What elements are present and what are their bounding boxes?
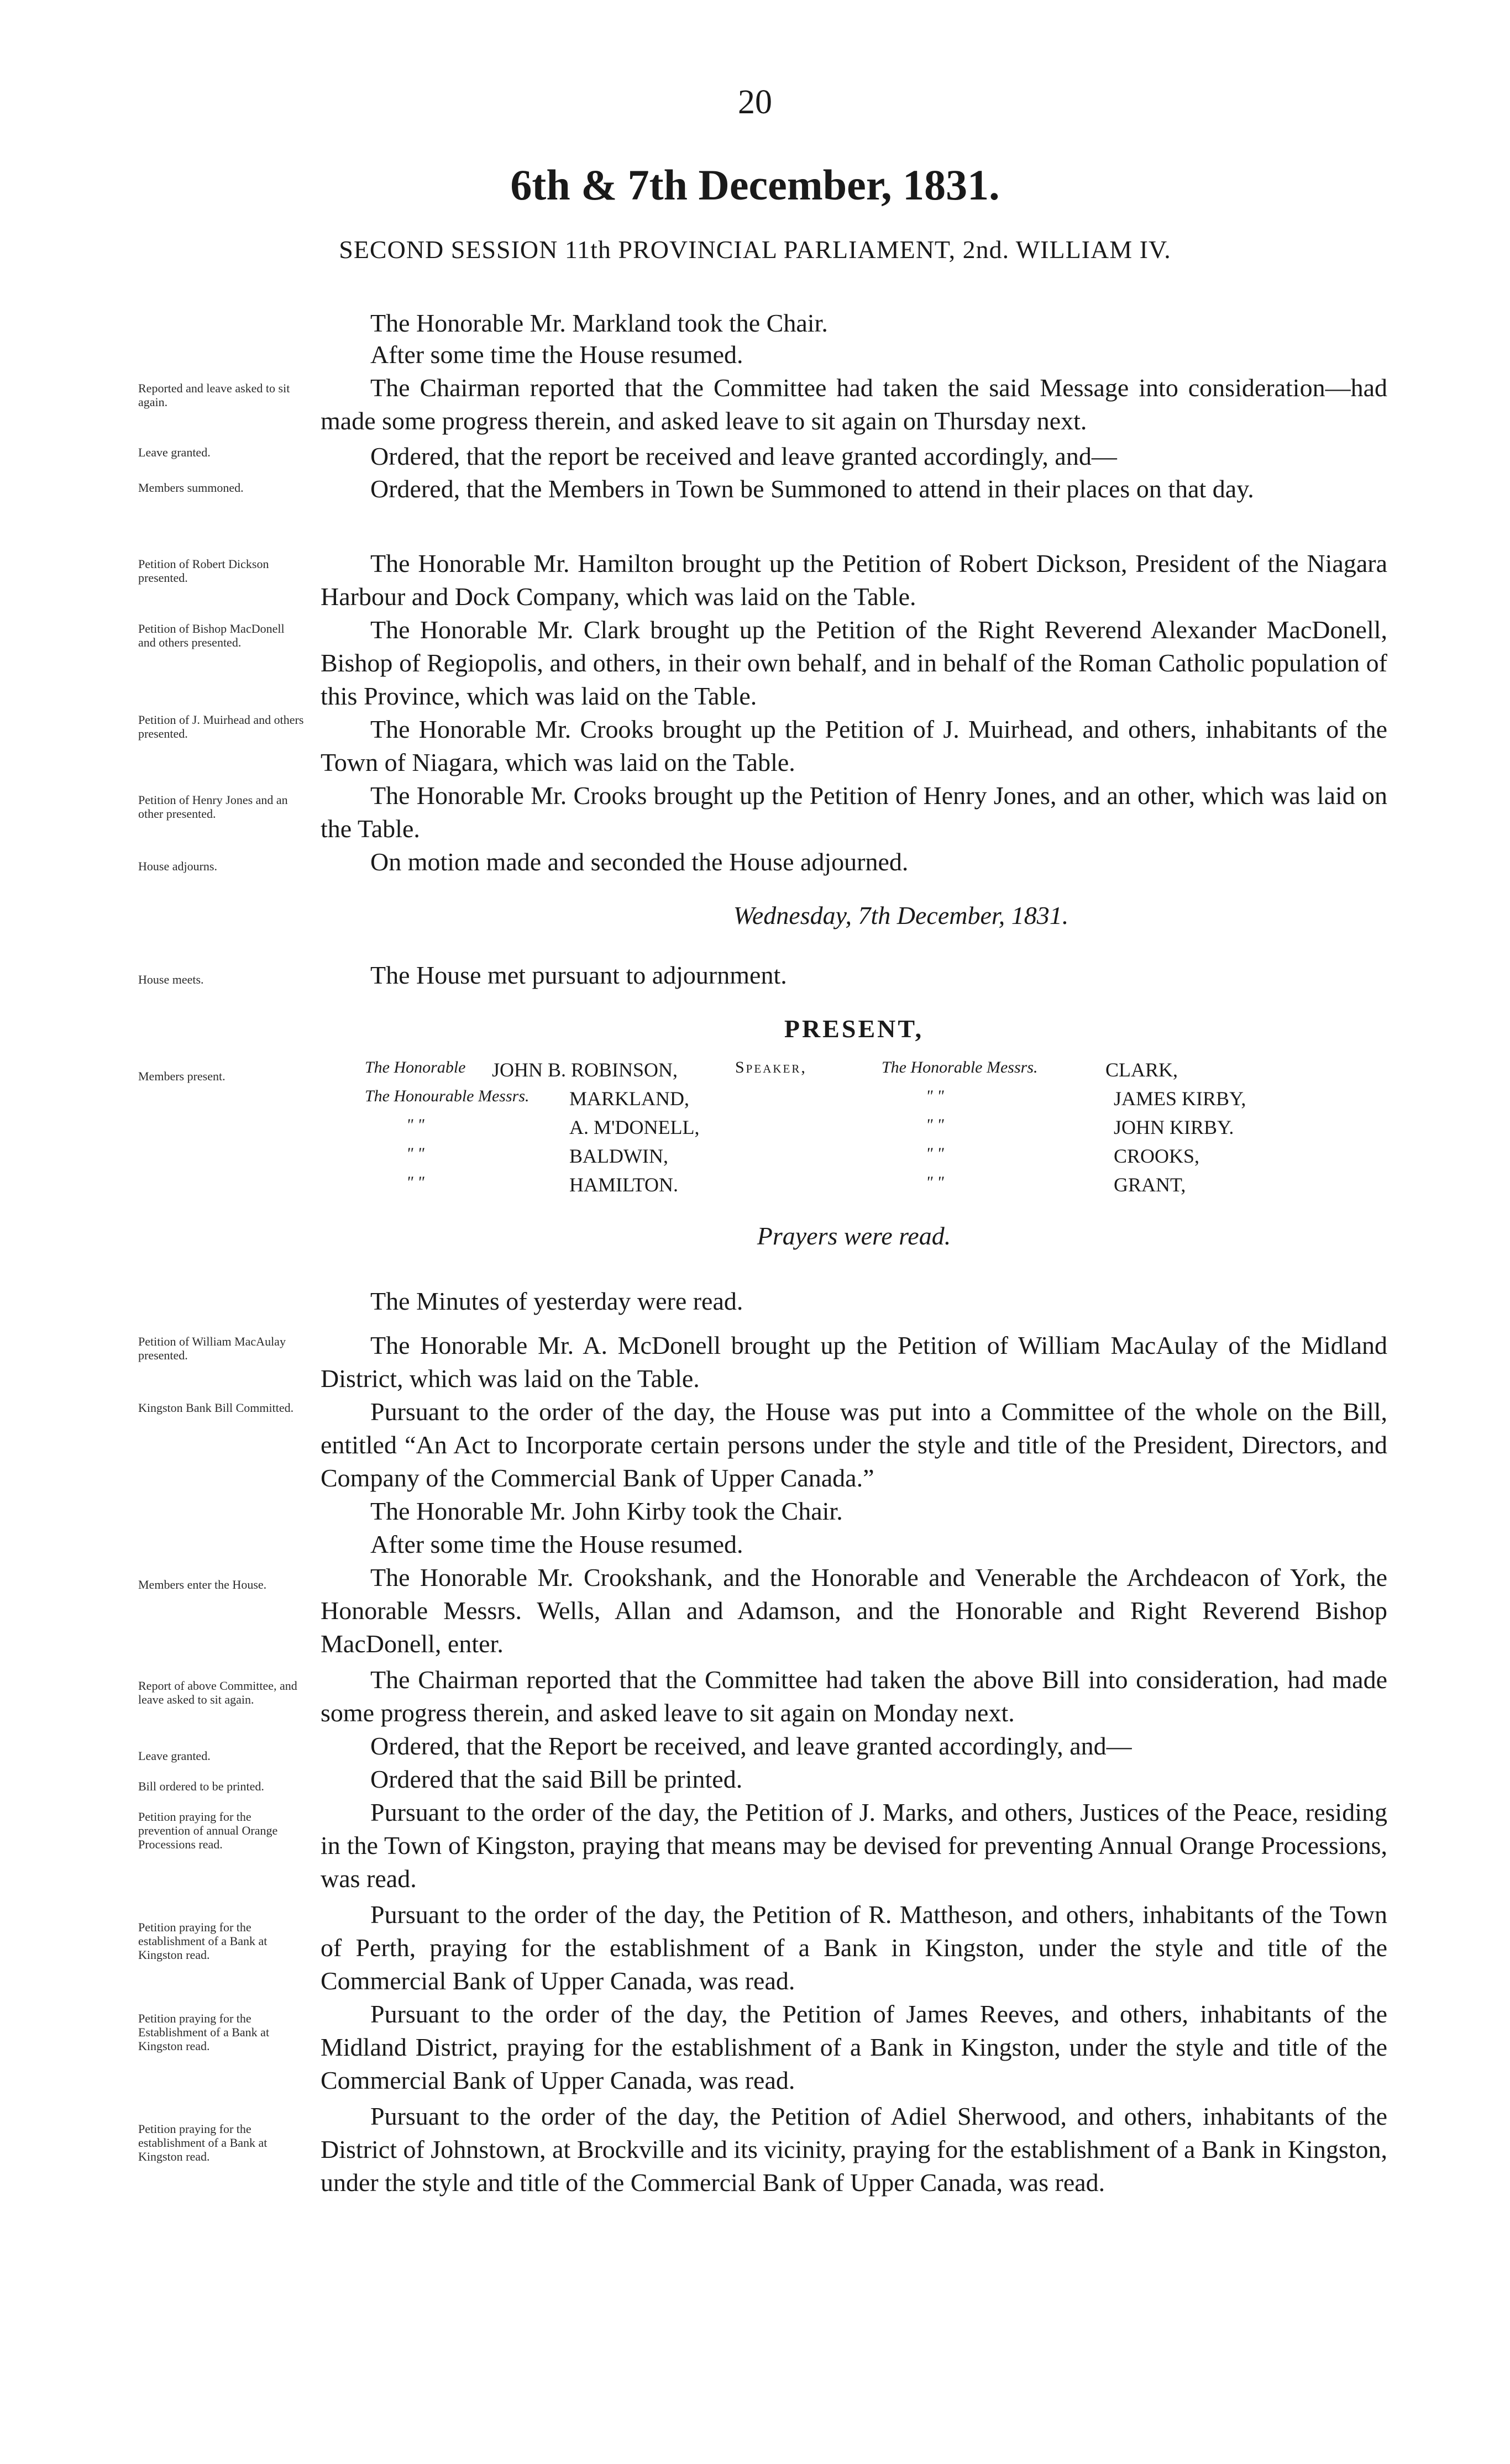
date-heading: 6th & 7th December, 1831. [510,161,1000,209]
paragraph: The Chairman reported that the Committee had taken the said Message into consideration—had made some progress therein, and asked leave to sit again on Thursday next. [321,374,1387,435]
right-prefix: " " [926,1087,944,1105]
paragraph: Pursuant to the order of the day, the House was put into a Committee of the whole on the Bill, entitled “An Act to Incorporate certain persons under the style and title of the President, Directors, and Company of the Commercial Bank of Upper Canada.” [321,1398,1387,1492]
left-member: MARKLAND, [569,1087,690,1110]
margin-note: Petition praying for the Establishment of a Bank at Kingston read. [138,2011,270,2053]
day-heading: Wednesday, 7th December, 1831. [733,901,1069,929]
paragraph: After some time the House resumed. [370,1530,743,1558]
present-row [365,1173,1404,1202]
paragraph: The Chairman reported that the Committee had taken the above Bill into consideration, had made some progress therein, and asked leave to sit again on Monday next. [321,1666,1387,1727]
margin-note: Petition of J. Muirhead and others presented. [138,713,304,740]
paragraph: Pursuant to the order of the day, the Petition of James Reeves, and others, inhabitants of the Midland District, praying for the establishment of a Bank in Kingston, under the style and title of the Commercial Bank of Upper Canada, was read. [321,2000,1387,2094]
margin-note: Members summoned. [138,481,244,495]
paragraph: The House met pursuant to adjournment. [370,961,787,989]
present-row [365,1116,1404,1144]
paragraph: The Minutes of yesterday were read. [370,1287,743,1315]
right-member: CROOKS, [1114,1145,1200,1167]
margin-note: Leave granted. [138,1749,211,1763]
right-member: CLARK, [1105,1059,1178,1081]
paragraph: Ordered, that the Report be received, and leave granted accordingly, and— [370,1732,1132,1760]
margin-note: Petition of William MacAulay presented. [138,1335,286,1362]
margin-note: House meets. [138,973,204,986]
left-member: HAMILTON. [569,1174,679,1196]
right-prefix: " " [926,1116,944,1134]
paragraph: Pursuant to the order of the day, the Petition of R. Mattheson, and others, inhabitants of the Town of Perth, praying for the establishment of a Bank in Kingston, under the style and title of the Commercial Bank of Upper Canada, was read. [321,1900,1387,1995]
right-prefix: The Honorable Messrs. [882,1058,1038,1076]
paragraph: Ordered, that the report be received and leave granted accordingly, and— [370,442,1117,470]
left-prefix: " " [406,1144,424,1163]
left-member: JOHN B. ROBINSON, [492,1059,678,1081]
paragraph: The Honorable Mr. Crooks brought up the Petition of Henry Jones, and an other, which was laid on the Table. [321,781,1387,843]
present-members-list [365,1058,1404,1202]
paragraph: The Honorable Mr. Crookshank, and the Honorable and Venerable the Archdeacon of York, the Honorable Messrs. Wells, Allan and Adamson, and the Honorable and Right Reverend Bishop MacDonell, enter. [321,1563,1387,1658]
session-heading: SECOND SESSION 11th PROVINCIAL PARLIAMENT, 2nd. WILLIAM IV. [339,235,1171,264]
paragraph: Ordered that the said Bill be printed. [370,1765,743,1793]
margin-note: House adjourns. [138,859,217,873]
paragraph: The Honorable Mr. A. McDonell brought up the Petition of William MacAulay of the Midland District, which was laid on the Table. [321,1331,1387,1393]
paragraph: The Honorable Mr. John Kirby took the Chair. [370,1497,843,1525]
right-member: GRANT, [1114,1174,1186,1196]
left-prefix: " " [406,1116,424,1134]
margin-note: Members present. [138,1069,226,1083]
right-prefix: " " [926,1173,944,1191]
page-number: 20 [738,83,772,121]
margin-note: Petition of Henry Jones and an other presented. [138,793,288,821]
paragraph: The Honorable Mr. Crooks brought up the Petition of J. Muirhead, and others, inhabitants of the Town of Niagara, which was laid on the Table. [321,715,1387,776]
present-row [365,1144,1404,1173]
left-member: A. M'DONELL, [569,1116,700,1138]
margin-note: Petition praying for the establishment of a Bank at Kingston read. [138,1920,268,1962]
margin-note: Kingston Bank Bill Committed. [138,1401,294,1415]
left-prefix: " " [406,1173,424,1191]
margin-note: Leave granted. [138,445,211,459]
left-title: Speaker, [735,1058,807,1076]
paragraph: On motion made and seconded the House adjourned. [370,848,909,876]
margin-note: Report of above Committee, and leave asked to sit again. [138,1679,297,1706]
left-prefix: The Honorable [365,1058,466,1076]
paragraph: The Honorable Mr. Hamilton brought up the Petition of Robert Dickson, President of the Niagara Harbour and Dock Company, which was laid on the Table. [321,549,1387,611]
present-heading: PRESENT, [784,1015,924,1043]
margin-note: Petition praying for the establishment of a Bank at Kingston read. [138,2122,268,2163]
prayers-line: Prayers were read. [757,1222,951,1250]
margin-note: Petition of Robert Dickson presented. [138,557,269,585]
margin-note: Reported and leave asked to sit again. [138,381,290,409]
paragraph: Pursuant to the order of the day, the Petition of J. Marks, and others, Justices of the Peace, residing in the Town of Kingston, praying that means may be devised for preventing Annual Orange Processions, was read. [321,1798,1387,1893]
present-row [365,1058,1404,1087]
right-prefix: " " [926,1144,944,1163]
right-member: JOHN KIRBY. [1114,1116,1234,1138]
left-prefix: The Honourable Messrs. [365,1087,529,1105]
margin-note: Petition praying for the prevention of annual Orange Processions read. [138,1810,278,1851]
left-member: BALDWIN, [569,1145,668,1167]
present-row [365,1087,1404,1116]
paragraph: Ordered, that the Members in Town be Summoned to attend in their places on that day. [370,475,1254,503]
margin-note: Members enter the House. [138,1578,267,1591]
paragraph: The Honorable Mr. Markland took the Chair. [370,309,828,337]
paragraph: The Honorable Mr. Clark brought up the Petition of the Right Reverend Alexander MacDonell, Bishop of Regiopolis, and others, in their own behalf, and in behalf of the Roman Catholic population of this Province, which was laid on the Table. [321,616,1387,710]
paragraph: Pursuant to the order of the day, the Petition of Adiel Sherwood, and others, inhabitants of the District of Johnstown, at Brockville and its vicinity, praying for the establishment of a Bank in Kingston, under the style and title of the Commercial Bank of Upper Canada, was read. [321,2102,1388,2197]
margin-note: Bill ordered to be printed. [138,1779,264,1793]
right-member: JAMES KIRBY, [1114,1087,1246,1110]
margin-note: Petition of Bishop MacDonell and others presented. [138,622,285,649]
paragraph: After some time the House resumed. [370,340,743,369]
